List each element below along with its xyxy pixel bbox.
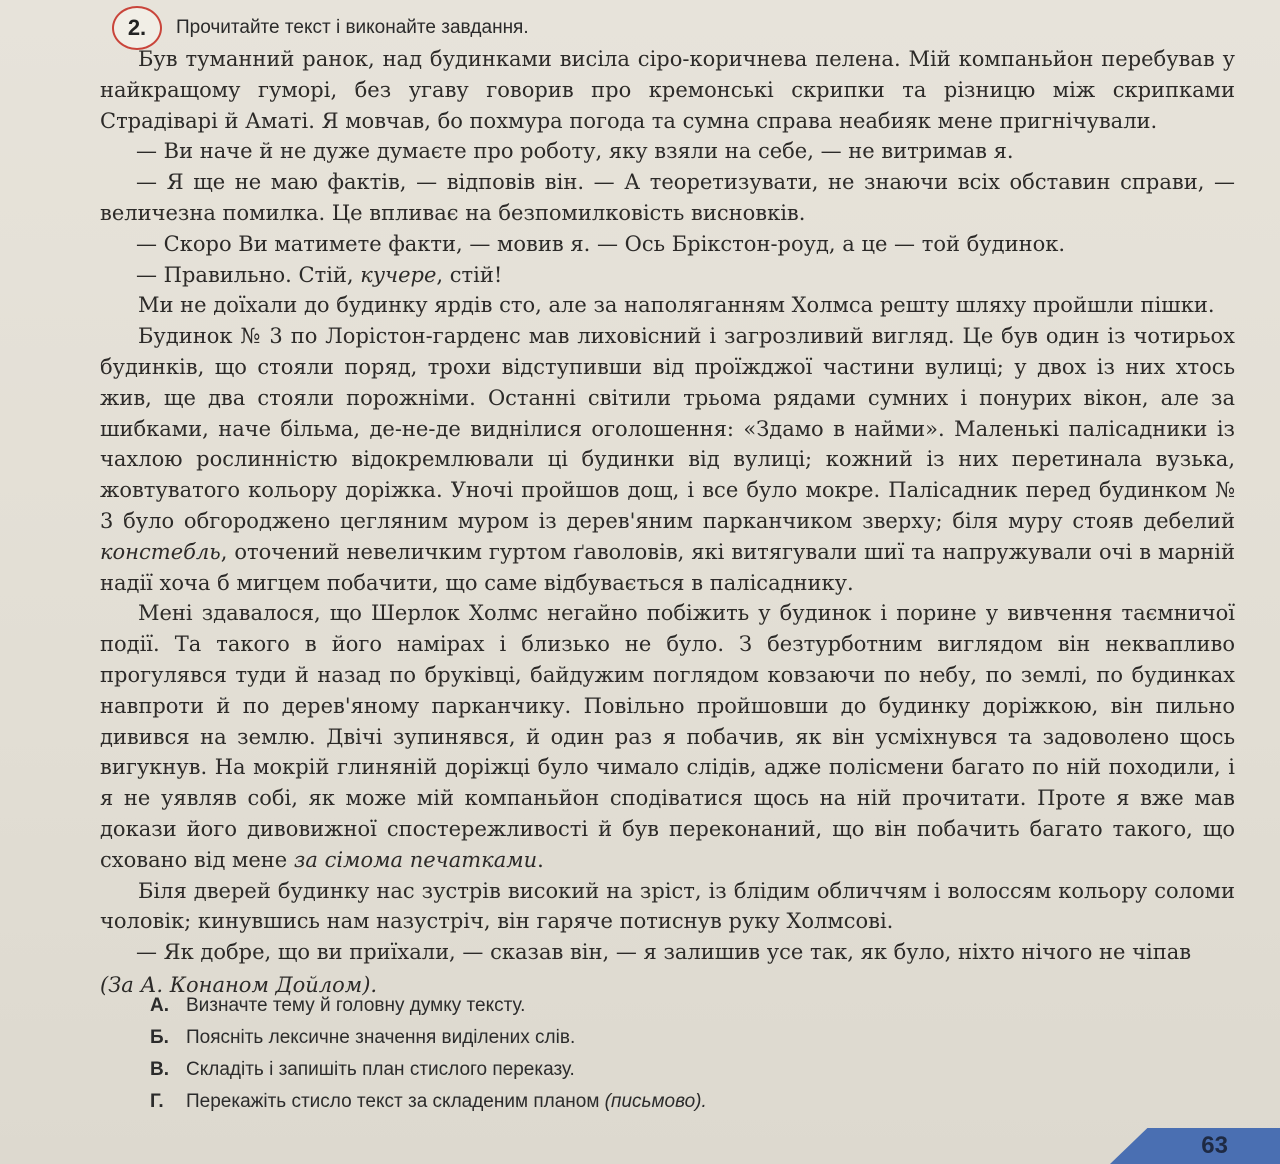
subtask-item [150,1054,1050,1086]
text-paragraph: Був туманний ранок, над будинками висіла сіро-коричнева пелена. Мій компаньйон перебував у найкращому гуморі, без угаву говорив про кремонські скрипки та різницю між скрипками Страдіварі й Аматі. Я мовчав, бо похмура погода та сумна справа неабияк мене пригнічували. [100,47,1235,133]
subtask-list [150,990,1050,1118]
subtask-item [150,1086,1050,1118]
text-run: Будинок № 3 по Лорістон-гарденс мав лиховісний і загрозливий вигляд. Це був один із чотирьох будинків, що стояли поряд, трохи відступивши від проїжджої частини вулиці; у двох із них хтось жив, ще два стояли порожніми. Останні світили трьома рядами сумних і понурих вікон, але за шибками, наче більма, де-не-де виднілися оголошення: «Здамо в найми». Маленькі палісадники із чахлою рослинністю відокремлювали ці будинки від вулиці; кожний із них перетинала вузька, жовтуватого кольору доріжка. Уночі пройшов дощ, і все було мокре. Палісадник перед будинком № 3 було обгороджено цегляним муром із дерев'яним парканчиком зверху; біля муру стояв дебелий [100,324,1235,533]
subtask-letter: Г. [150,1091,164,1112]
task-title: Прочитайте текст і виконайте завдання. [176,17,529,38]
text-paragraph [100,260,1235,291]
subtask-text: Перекажіть стисло текст за складеним планом [186,1091,605,1112]
text-run: , стій! [436,262,503,287]
text-run: Мені здавалося, що Шерлок Холмс негайно побіжить у будинок і порине у вивчення таємничої події. Та такого в його намірах і близько не було. З безтурботним виглядом він неквапливо прогулявся туди й назад по бруківці, байдужим поглядом ковзаючи по небу, по землі, по будинках навпроти й по дерев'яному парканчику. Повільно пройшовши до будинку доріжкою, він пильно дивився на землю. Двічі зупинявся, й один раз я побачив, як він усміхнувся та задоволено щось вигукнув. На мокрій глиняній доріжці було чимало слідів, адже полісмени багато по ній походили, і я не уявляв собі, як може мій компаньйон сподіватися щось на ній прочитати. Проте я вже мав докази його дивовижної спостережливості й був переконаний, що він побачить багато такого, що сховано від мене [100,601,1235,872]
text-paragraph: — Як добре, що ви приїхали, — сказав він, — я залишив усе так, як було, ніхто нічого не чіпав [136,940,1192,965]
text-run: — Правильно. Стій, [136,262,361,287]
text-paragraph [100,598,1235,875]
task-number-badge: 2. [112,6,162,50]
text-paragraph: Ми не доїхали до будинку ярдів сто, але за наполяганням Холмса решту шляху пройшли пішки. [138,293,1215,318]
reading-text [100,44,1235,1001]
subtask-letter: В. [150,1059,169,1080]
subtask-text: Складіть і запишіть план стислого переказу. [186,1059,575,1080]
subtask-item [150,990,1050,1022]
text-paragraph: Біля дверей будинку нас зустрів високий на зріст, із блідим обличчям і волоссям кольору соломи чоловік; кинувшись нам назустріч, він гаряче потиснув руку Холмсові. [100,878,1235,934]
text-paragraph [100,321,1235,598]
text-run: . [537,847,544,872]
page-corner-tab [1110,1128,1280,1164]
subtask-note: (письмово). [604,1091,707,1112]
page-number: 63 [1201,1132,1228,1159]
highlighted-word: кучере [360,262,437,287]
highlighted-word: за сімома печатками [293,847,538,872]
highlighted-word: констебль [100,539,221,564]
subtask-text: Визначте тему й головну думку тексту. [186,995,526,1016]
subtask-letter: А. [150,995,169,1016]
text-run: , оточений невеличким гуртом ґаволовів, які витягували шиї та напружували очі в марній надії хоча б мигцем побачити, що саме відбувається в палісаднику. [100,539,1235,595]
subtask-item [150,1022,1050,1054]
text-paragraph: — Ви наче й не дуже думаєте про роботу, яку взяли на себе, — не витримав я. [136,139,1014,164]
text-paragraph: — Скоро Ви матимете факти, — мовив я. — Ось Брікстон-роуд, а це — той будинок. [136,231,1066,256]
text-paragraph: — Я ще не маю фактів, — відповів він. — А теоретизувати, не знаючи всіх обставин справи, — величезна помилка. Це впливає на безпомилковість висновків. [100,170,1235,225]
subtask-text: Поясніть лексичне значення виділених слів. [186,1027,576,1048]
subtask-letter: Б. [150,1027,169,1048]
text-paragraph: (За А. Конаном Дойлом). [100,972,378,997]
